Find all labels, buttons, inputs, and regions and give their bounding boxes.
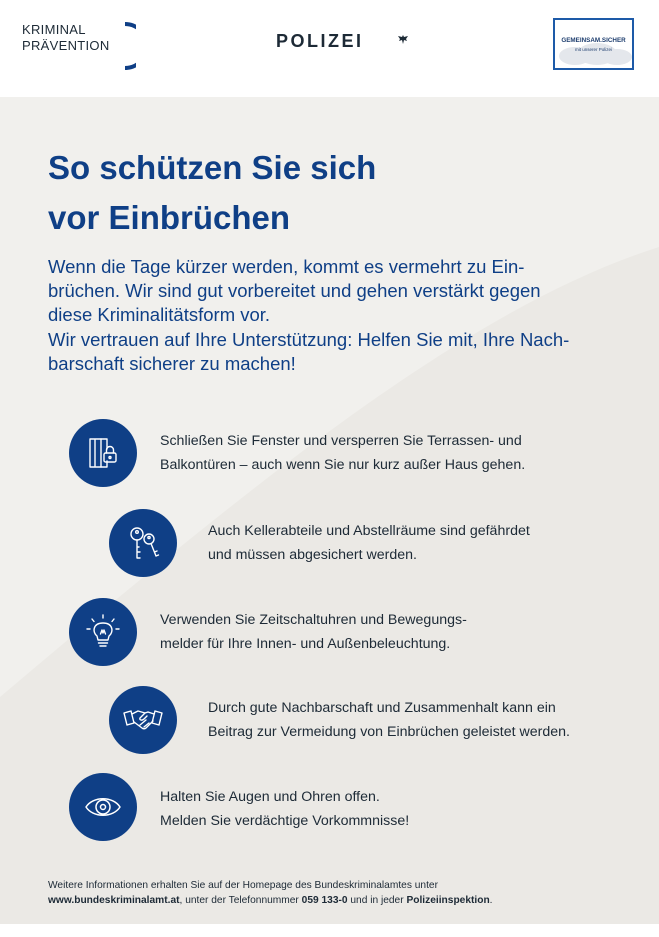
handshake-icon — [123, 700, 163, 740]
tip-icon-circle — [109, 509, 177, 577]
tip-icon-circle — [69, 419, 137, 487]
kriminalpraevention-logo — [22, 22, 142, 70]
keys-icon — [123, 523, 163, 563]
lightbulb-icon — [83, 612, 123, 652]
tip-icon-circle — [69, 773, 137, 841]
intro-line: Wenn die Tage kürzer werden, kommt es vermehrt zu Ein- — [48, 256, 525, 277]
intro-line: diese Kriminalitätsform vor. — [48, 304, 271, 326]
tip-line: Schließen Sie Fenster und versperren Sie Terrassen- und — [160, 433, 522, 449]
tip-line: Verwenden Sie Zeitschaltuhren und Bewegungs- — [160, 612, 467, 628]
footer-office: Polizeiinspektion — [406, 894, 490, 906]
kp-logo-line2: PRÄVENTION — [22, 38, 110, 53]
tip-line: melder für Ihre Innen- und Außenbeleuchtung. — [160, 636, 451, 652]
tip-line: und müssen abgesichert werden. — [208, 547, 417, 563]
title-line-1: So schützen Sie sich — [48, 149, 377, 186]
tip-line: Auch Kellerabteile und Abstellräume sind gefährdet — [208, 523, 530, 539]
footer-line: Weitere Informationen erhalten Sie auf der Homepage des Bundeskriminalamtes unter — [48, 880, 438, 891]
page-title — [48, 143, 376, 243]
gs-subtitle: mit unserer Polizei — [574, 47, 612, 52]
intro-line: Wir vertrauen auf Ihre Unterstützung: Helfen Sie mit, Ihre Nach- — [48, 328, 570, 350]
tip-line: Durch gute Nachbarschaft und Zusammenhalt kann ein — [208, 700, 556, 716]
tip-text — [208, 519, 530, 567]
eagle-icon — [397, 33, 409, 45]
tip-icon-circle — [69, 598, 137, 666]
cloud-icon — [555, 20, 634, 70]
tip-text — [160, 785, 409, 833]
eye-icon — [83, 787, 123, 827]
tip-line: Beitrag zur Vermeidung von Einbrüchen geleistet werden. — [208, 724, 570, 740]
footer-text: , unter der Telefonnummer — [179, 894, 302, 906]
polizei-logo: POLIZEI — [276, 31, 364, 51]
header — [0, 0, 659, 97]
tip-line: Halten Sie Augen und Ohren offen. — [160, 789, 380, 805]
tip-text — [160, 608, 467, 656]
footer-text: und in jeder — [347, 894, 407, 906]
footer-phone: 059 133-0 — [301, 894, 348, 906]
footer-text: . — [489, 894, 493, 906]
intro-line: brüchen. Wir sind gut vorbereitet und gehen verstärkt gegen — [48, 280, 541, 302]
footer — [48, 879, 493, 908]
gs-title: GEMEINSAM.SICHER — [561, 37, 626, 44]
gemeinsam-sicher-logo — [553, 18, 634, 70]
title-line-2: vor Einbrüchen — [48, 199, 291, 236]
door-lock-icon — [83, 433, 123, 473]
tip-line: Melden Sie verdächtige Vorkommnisse! — [160, 813, 410, 829]
tip-text — [208, 696, 570, 744]
footer-website: www.bundeskriminalamt.at — [48, 894, 180, 906]
intro-line: barschaft sicherer zu machen! — [48, 352, 296, 374]
tip-line: Balkontüren – auch wenn Sie nur kurz außer Haus gehen. — [160, 457, 526, 473]
kp-logo-line1: KRIMINAL — [22, 22, 86, 37]
tip-text — [160, 429, 525, 477]
bottom-strip — [0, 924, 659, 937]
intro-text — [48, 255, 618, 376]
tip-icon-circle — [109, 686, 177, 754]
arc-icon — [124, 22, 136, 70]
